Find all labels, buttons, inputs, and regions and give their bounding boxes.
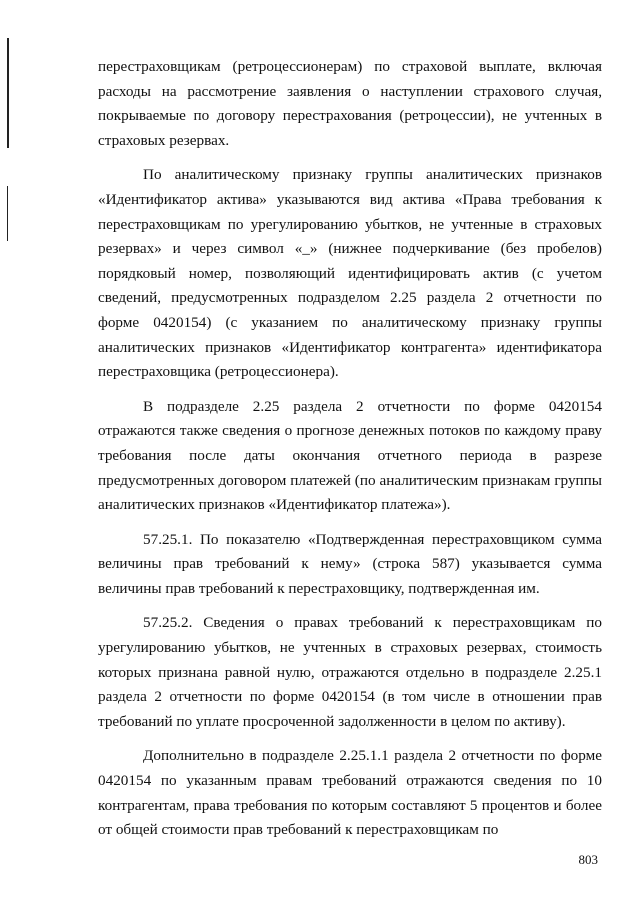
paragraph-57-25-2: 57.25.2. Сведения о правах требований к перестраховщикам по урегулированию убытков, не учтенных в страховых резервах, стоимость которых признана равной нулю, отражаются отдельно в подразделе 2.25.1 раздела 2 отчетности по форме 0420154 (в том числе в отношении прав требований по уплате просроченной задолженности в целом по активу). <box>98 614 602 730</box>
paragraph-asset-identifier: По аналитическому признаку группы аналитических признаков «Идентификатор актива» указываются вид актива «Права требования к перестраховщикам по урегулированию убытков, не учтенные в страховых резервах» и через символ «_» (нижнее подчеркивание (без пробелов) порядковый номер, позволяющий идентифицировать актив (с учетом сведений, предусмотренных подразделом 2.25 раздела 2 отчетности по форме 0420154) (с указанием по аналитическому признаку группы аналитических признаков «Идентификатор контрагента» идентификатора перестраховщика (ретроцессионера). <box>98 166 602 381</box>
paragraph-57-25-1: 57.25.1. По показателю «Подтвержденная перестраховщиком сумма величины прав требований к нему» (строка 587) указывается сумма величины прав требований к перестраховщику, подтвержденная им. <box>98 530 602 597</box>
paragraph-continuation: перестраховщикам (ретроцессионерам) по страховой выплате, включая расходы на рассмотрение заявления о наступлении страхового случая, покрываемые по договору перестрахования (ретроцессии), не учтенных в страховых резервах. <box>98 58 602 149</box>
margin-revision-bar <box>7 186 8 241</box>
margin-revision-bar <box>7 38 9 148</box>
page-number: 803 <box>578 852 598 867</box>
document-body <box>98 55 602 853</box>
paragraph-additional: Дополнительно в подразделе 2.25.1.1 раздела 2 отчетности по форме 0420154 по указанным правам требований отражаются сведения по 10 контрагентам, права требования по которым составляют 5 процентов и более от общей стоимости прав требований к перестраховщикам по <box>98 747 602 839</box>
paragraph-cash-flow-forecast: В подразделе 2.25 раздела 2 отчетности по форме 0420154 отражаются также сведения о прогнозе денежных потоков по каждому праву требования после даты окончания отчетного периода в разрезе предусмотренных договором платежей (по аналитическим признакам группы аналитических признаков «Идентификатор платежа»). <box>98 397 602 514</box>
